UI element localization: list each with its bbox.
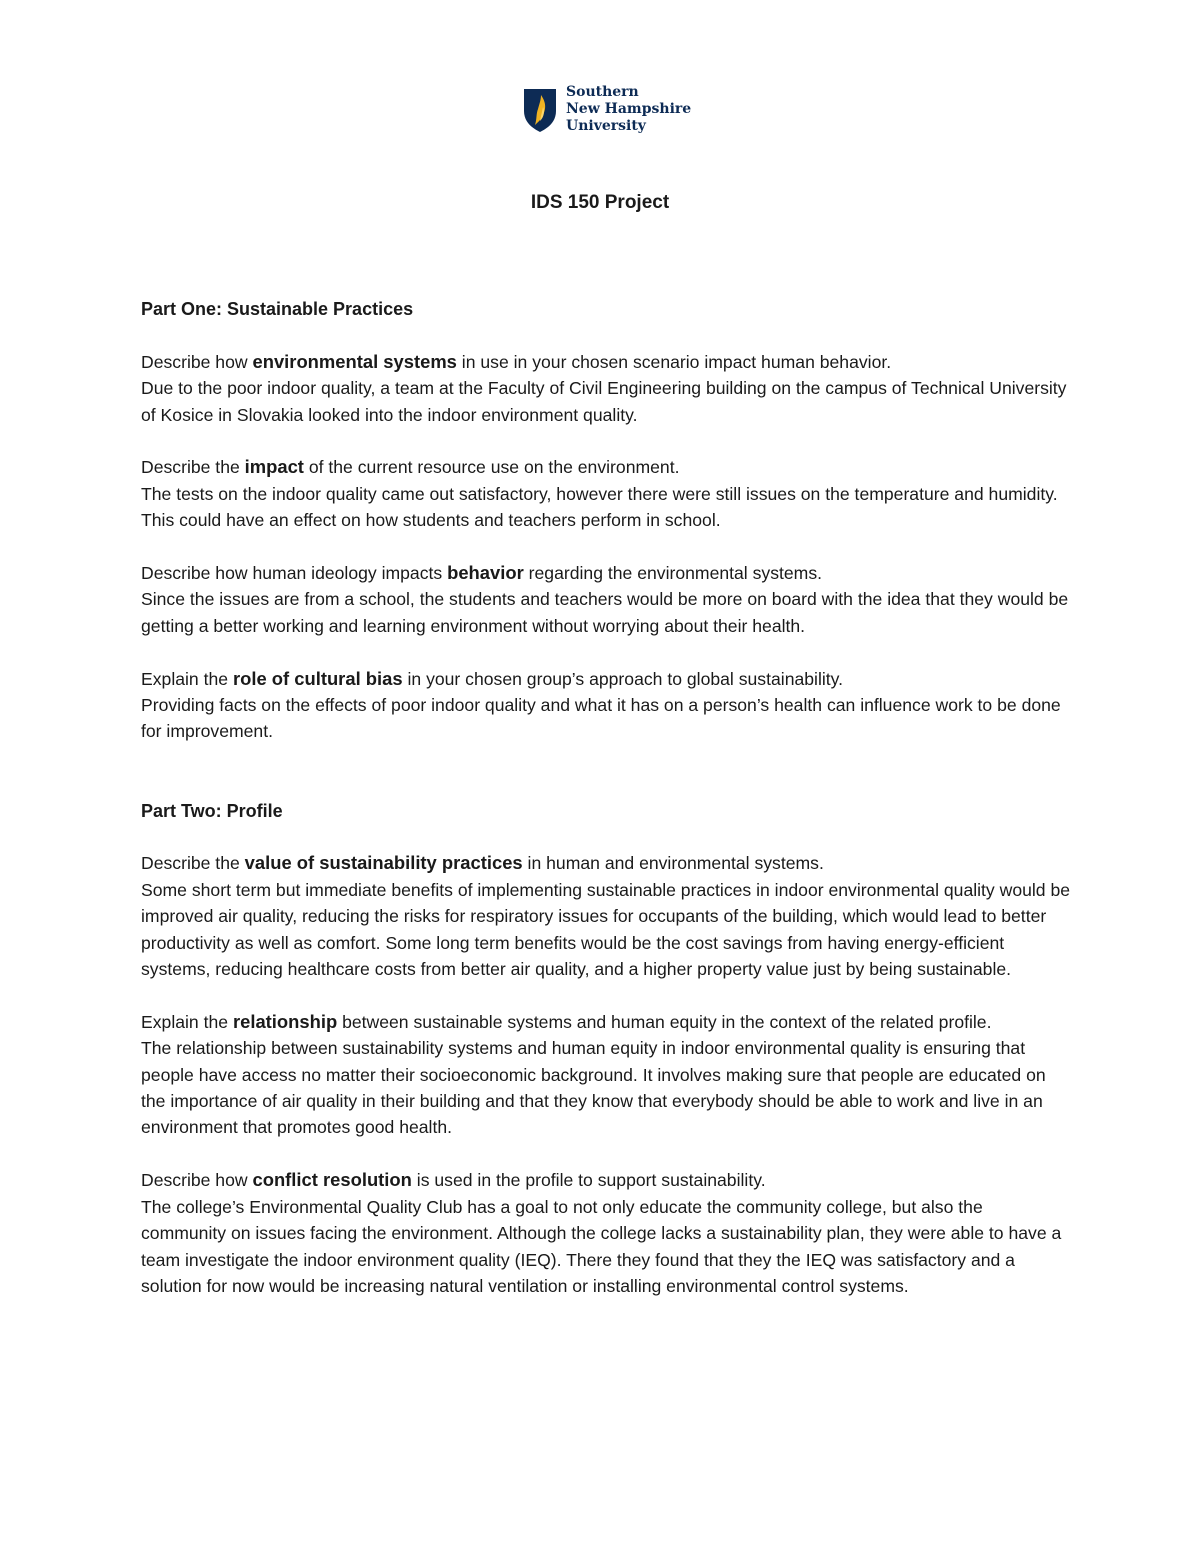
- prompt-text: Describe how human ideology impacts behavior regarding the environmental systems.: [141, 562, 823, 584]
- part-one-question-4: [141, 666, 1071, 745]
- part-one-question-3: [141, 560, 1071, 639]
- answer-text: Since the issues are from a school, the students and teachers would be more on board with the idea that they would be getting a better working and learning environment without worrying about their health.: [141, 589, 1069, 636]
- answer-text: The tests on the indoor quality came out satisfactory, however there were still issues on the temperature and humidity. This could have an effect on how students and teachers perform in school.: [141, 483, 1058, 531]
- prompt-text: Describe how conflict resolution is used in the profile to support sustainability.: [141, 1169, 766, 1191]
- prompt-text: Describe the value of sustainability practices in human and environmental systems.: [141, 852, 824, 874]
- prompt-text: Describe the impact of the current resource use on the environment.: [141, 456, 680, 478]
- part-two-heading: Part Two: Profile: [141, 800, 283, 821]
- part-two-question-1: [141, 850, 1071, 982]
- logo-line-2: New Hampshire: [566, 101, 692, 117]
- answer-text: Some short term but immediate benefits of implementing sustainable practices in indoor environmental quality would be improved air quality, reducing the risks for respiratory issues for occupants of the building, which would lead to better productivity as well as comfort. Some long term benefits would be the cost savings from having energy-efficient systems, reducing healthcare costs from better air quality, and a higher property value just by being sustainable.: [141, 879, 1071, 980]
- prompt-text: Describe how environmental systems in use in your chosen scenario impact human behavior.: [141, 350, 892, 372]
- logo-wordmark: [566, 84, 691, 135]
- answer-text: The relationship between sustainability systems and human equity in indoor environmental quality is ensuring that people have access no matter their socioeconomic background. It involves making sure that people are educated on the importance of air quality in their building and that they know that everybody should be able to work and live in an environment that promotes good health.: [141, 1038, 1046, 1138]
- prompt-keyword: relationship: [232, 1010, 338, 1032]
- prompt-text: Explain the role of cultural bias in your chosen group’s approach to global sustainability.: [141, 667, 844, 689]
- prompt-keyword: behavior: [447, 562, 524, 584]
- answer-text: Providing facts on the effects of poor indoor quality and what it has on a person’s health can influence work to be done for improvement.: [141, 695, 1061, 742]
- prompt-text: Explain the relationship between sustainable systems and human equity in the context of the related profile.: [141, 1010, 992, 1032]
- prompt-keyword: impact: [244, 456, 304, 478]
- answer-text: Due to the poor indoor quality, a team at the Faculty of Civil Engineering building on the campus of Technical University of Kosice in Slovakia looked into the indoor environment quality.: [141, 378, 1067, 425]
- document-title: IDS 150 Project: [530, 192, 670, 213]
- part-one-question-1: [141, 349, 1071, 428]
- prompt-keyword: environmental systems: [252, 350, 457, 372]
- shield-flame-icon: [522, 87, 558, 133]
- answer-text: The college’s Environmental Quality Club has a goal to not only educate the community college, but also the community on issues facing the environment. Although the college lacks a sustainability plan, they were able to have a team investigate the indoor environment quality (IEQ). There they found that they the IEQ was satisfactory and a solution for now would be increasing natural ventilation or installing environmental control systems.: [141, 1196, 1062, 1296]
- logo-line-3: University: [566, 118, 646, 134]
- part-one-heading: Part One: Sustainable Practices: [141, 299, 414, 319]
- logo-line-1: Southern: [566, 84, 639, 100]
- document-body: [141, 296, 1071, 1299]
- university-logo: [522, 84, 691, 135]
- prompt-keyword: role of cultural bias: [232, 667, 403, 689]
- prompt-keyword: value of sustainability practices: [244, 852, 523, 874]
- part-two-question-3: [141, 1167, 1071, 1299]
- part-one-question-2: [141, 454, 1071, 533]
- part-two-question-2: [141, 1009, 1071, 1141]
- prompt-keyword: conflict resolution: [252, 1169, 412, 1191]
